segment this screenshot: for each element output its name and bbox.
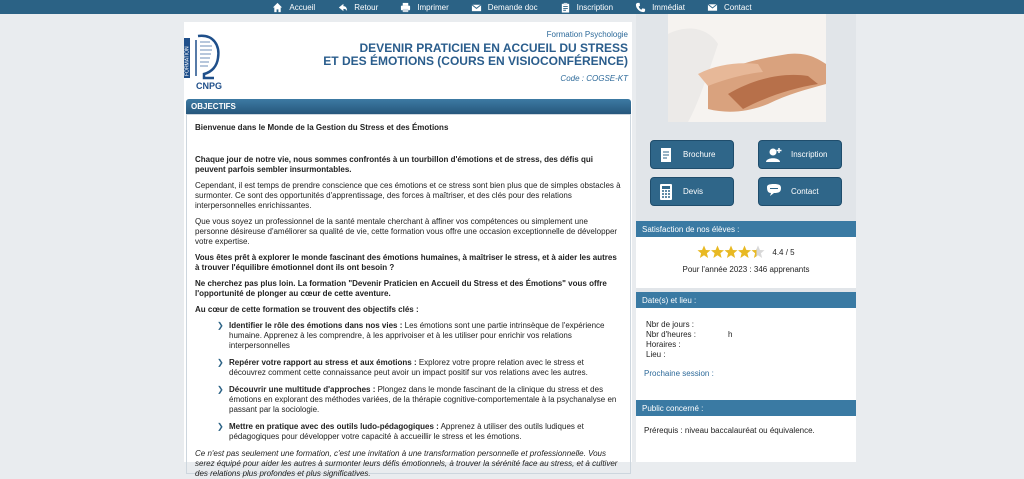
page-title-line2: ET DES ÉMOTIONS (COURS EN VISIOCONFÉRENCE) bbox=[323, 54, 628, 68]
rating-year: Pour l'année 2023 : 346 apprenants bbox=[682, 265, 810, 274]
brochure-button[interactable] bbox=[650, 140, 734, 169]
paragraph: Vous êtes prêt à explorer le monde fascinant des émotions humaines, à maîtriser le stress, et à aider les autres à trouver l'équilibre émotionnel dont ils ont besoin ? bbox=[195, 253, 617, 272]
devis-button[interactable] bbox=[650, 177, 734, 206]
clipboard-icon bbox=[560, 2, 571, 13]
sidebar bbox=[636, 14, 856, 462]
bullet-title: Identifier le rôle des émotions dans nos vies : bbox=[229, 321, 403, 330]
nav-imprimer[interactable] bbox=[389, 0, 460, 14]
formation-label[interactable]: Formation Psychologie bbox=[546, 30, 628, 39]
dates-heading: Date(s) et lieu : bbox=[636, 292, 856, 308]
public-panel bbox=[636, 400, 856, 462]
chevron-right-icon: ❯ bbox=[217, 385, 224, 394]
next-session-link[interactable]: Prochaine session : bbox=[644, 369, 714, 378]
chevron-right-icon: ❯ bbox=[217, 321, 224, 330]
info-row bbox=[646, 330, 856, 340]
nav-contact-label: Contact bbox=[723, 2, 752, 12]
page-header bbox=[323, 30, 628, 83]
printer-icon bbox=[400, 2, 411, 13]
dates-panel bbox=[636, 292, 856, 402]
brochure-label: Brochure bbox=[683, 150, 716, 159]
objectifs-content bbox=[186, 114, 631, 478]
phone-icon bbox=[635, 2, 646, 13]
nav-accueil-label: Accueil bbox=[289, 2, 316, 12]
closing-text: Ce n'est pas seulement une formation, c'est une invitation à une transformation personnelle et professionnelle. Vous serez équipé pour aider les autres à surmonter leurs défis émotionnels, à trouver la sérénité face au stress, et à cultiver des relations plus profondes et plus significatives. bbox=[195, 449, 618, 478]
contact-label: Contact bbox=[791, 187, 819, 196]
satisfaction-heading: Satisfaction de nos élèves : bbox=[636, 221, 856, 237]
nav-demande-doc-label: Demande doc bbox=[487, 2, 538, 12]
info-value: h bbox=[728, 330, 733, 339]
bullet-title: Repérer votre rapport au stress et aux émotions : bbox=[229, 358, 417, 367]
nav-immediat[interactable] bbox=[624, 0, 696, 14]
list-item bbox=[217, 321, 622, 351]
bullet-title: Mettre en pratique avec des outils ludo-pédagogiques : bbox=[229, 422, 439, 431]
bullet-text: Apprenez à utiliser des outils ludiques et pédagogiques pour développer votre capacité à accueillir le stress et les émotions. bbox=[229, 422, 584, 441]
cnpg-logo[interactable] bbox=[184, 32, 224, 92]
welcome-text: Bienvenue dans le Monde de la Gestion du Stress et des Émotions bbox=[195, 123, 449, 132]
info-label: Horaires : bbox=[646, 340, 681, 349]
rating-value: 4.4 / 5 bbox=[772, 247, 795, 257]
nav-inscription[interactable] bbox=[549, 0, 624, 14]
nav-retour[interactable] bbox=[326, 0, 389, 14]
nav-retour-label: Retour bbox=[354, 2, 379, 12]
hands-photo bbox=[668, 14, 826, 122]
info-label: Nbr de jours : bbox=[646, 320, 695, 329]
inscription-label: Inscription bbox=[791, 150, 828, 159]
bullet-text: Les émotions sont une partie intrinsèque de l'expérience humaine. Apprenez à les comprendre, à les apprivoiser et à les utiliser pour enrichir vos relations interpersonnelles bbox=[229, 321, 605, 350]
info-label: Lieu : bbox=[646, 350, 666, 359]
info-row bbox=[646, 340, 856, 350]
page-title bbox=[323, 42, 628, 68]
nav-immediat-label: Immédiat bbox=[652, 2, 685, 12]
bullet-title: Découvrir une multitude d'approches : bbox=[229, 385, 376, 394]
nav-contact[interactable] bbox=[696, 0, 763, 14]
document-icon bbox=[471, 2, 482, 13]
star-rating-icon bbox=[697, 245, 765, 259]
chat-bubble-icon bbox=[765, 183, 783, 201]
main-content bbox=[184, 22, 632, 478]
course-code: Code : COGSE-KT bbox=[560, 74, 628, 83]
prerequisites-text: Prérequis : niveau baccalauréat ou équivalence. bbox=[644, 426, 815, 435]
list-item bbox=[217, 385, 622, 415]
nav-accueil[interactable] bbox=[261, 0, 326, 14]
chevron-right-icon: ❯ bbox=[217, 358, 224, 367]
document-icon bbox=[657, 146, 675, 164]
public-heading: Public concerné : bbox=[636, 400, 856, 416]
home-icon bbox=[272, 2, 283, 13]
inscription-button[interactable] bbox=[758, 140, 842, 169]
logo-side-text: FORMATION bbox=[184, 46, 191, 76]
info-row bbox=[646, 350, 856, 360]
objectives-list bbox=[217, 321, 622, 442]
paragraph: Cependant, il est temps de prendre conscience que ces émotions et ce stress sont bien plus que de simples obstacles à surmonter. Ce sont des opportunités d'apprentissage, des forces à maîtriser, et des clés pour des relations interpersonnelles enrichissantes. bbox=[195, 181, 621, 210]
paragraph: Que vous soyez un professionnel de la santé mentale cherchant à affiner vos compétences ou simplement une personne désireuse d'améliorer sa qualité de vie, cette formation vous offre une occasion exceptionnelle de développer votre expertise. bbox=[195, 217, 618, 246]
satisfaction-panel bbox=[636, 221, 856, 288]
dates-rows bbox=[636, 308, 856, 378]
list-item bbox=[217, 422, 622, 442]
paragraph: Chaque jour de notre vie, nous sommes confrontés à un tourbillon d'émotions et de stress, des défis qui peuvent parfois sembler insurmontables. bbox=[195, 155, 593, 174]
devis-label: Devis bbox=[683, 187, 704, 196]
page-title-line1: DEVENIR PRATICIEN EN ACCUEIL DU STRESS bbox=[359, 41, 628, 55]
info-label: Nbr d'heures : bbox=[646, 330, 696, 339]
bullet-text: Explorez votre propre relation avec le stress et découvrez comment cette connaissance peut avoir un impact positif sur vos relations avec les autres. bbox=[229, 358, 588, 377]
nav-demande-doc[interactable] bbox=[460, 0, 549, 14]
nav-imprimer-label: Imprimer bbox=[417, 2, 449, 12]
info-row bbox=[646, 320, 856, 330]
list-item bbox=[217, 358, 622, 378]
contact-button[interactable] bbox=[758, 177, 842, 206]
objectifs-heading: OBJECTIFS bbox=[186, 99, 631, 114]
paragraph: Au cœur de cette formation se trouvent des objectifs clés : bbox=[195, 305, 419, 314]
nav-inscription-label: Inscription bbox=[576, 2, 614, 12]
calculator-icon bbox=[657, 183, 675, 201]
rating-stars bbox=[636, 245, 856, 259]
mail-icon bbox=[707, 2, 718, 13]
chevron-right-icon: ❯ bbox=[217, 422, 224, 431]
logo-text: CNPG bbox=[196, 81, 223, 91]
bullet-text: Plongez dans le monde fascinant de la clinique du stress et des émotions en explorant des méthodes variées, de la thérapie cognitive-comportementale à la psychanalyse en passant par la sociologie. bbox=[229, 385, 617, 414]
add-user-icon bbox=[765, 146, 783, 164]
paragraph: Ne cherchez pas plus loin. La formation "Devenir Praticien en Accueil du Stress et des Émotions" vous offre l'opportunité de plonger au cœur de cette aventure. bbox=[195, 279, 607, 298]
top-nav bbox=[0, 0, 1024, 14]
back-arrow-icon bbox=[337, 2, 348, 13]
